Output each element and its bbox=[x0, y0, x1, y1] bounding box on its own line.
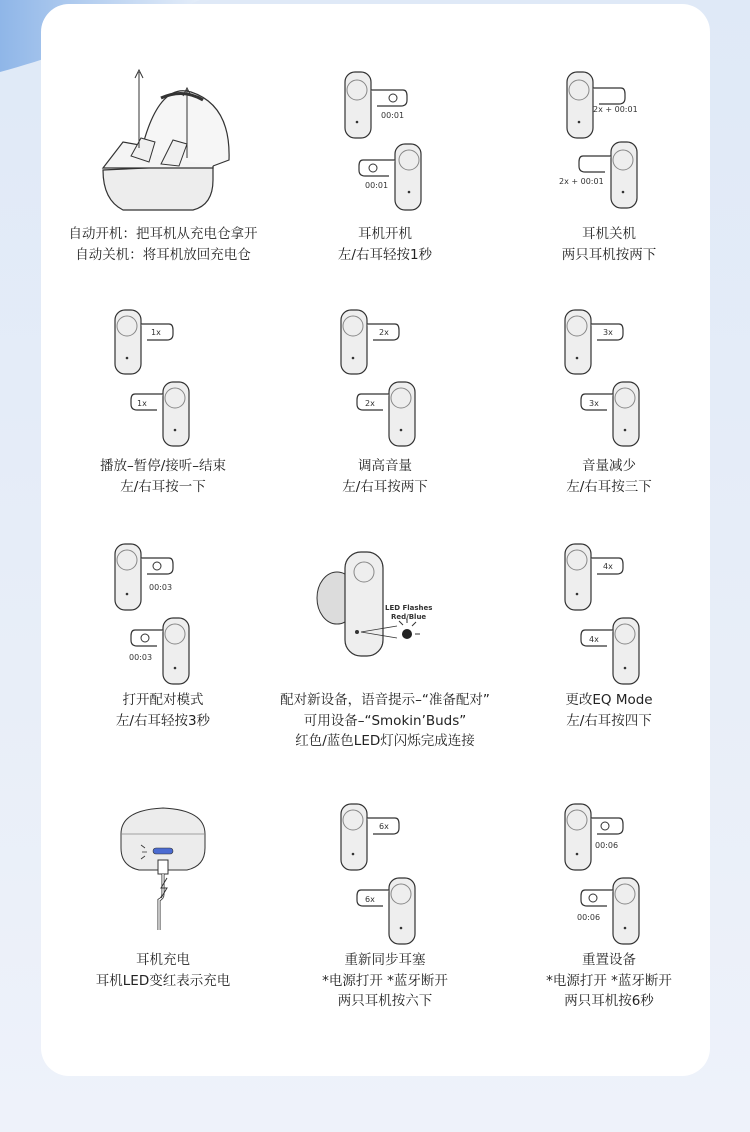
caption-line: 两只耳机按6秒 bbox=[564, 993, 654, 1009]
caption-line: 两只耳机按两下 bbox=[561, 246, 657, 263]
caption-line: 更改EQ Mode bbox=[565, 692, 653, 708]
tap-count-label: 00:01 bbox=[381, 111, 405, 120]
caption-line: 可用设备–“Smokin’Buds” bbox=[303, 712, 467, 729]
cell-volume-up bbox=[285, 296, 485, 506]
cell-play-pause bbox=[63, 296, 263, 506]
tap-count-label: 3x bbox=[589, 399, 599, 408]
earbud-press-icon bbox=[509, 790, 709, 950]
caption bbox=[469, 950, 749, 1012]
tap-count-label: 2x bbox=[379, 328, 389, 337]
earbud-press-icon bbox=[509, 296, 709, 456]
tap-count-label: 2x + 00:01 bbox=[593, 105, 638, 114]
tap-count-label: 00:03 bbox=[129, 653, 153, 662]
charging-case-icon bbox=[63, 60, 263, 230]
tap-count-label: 00:06 bbox=[577, 913, 601, 922]
caption-line: 左/右耳按一下 bbox=[120, 478, 206, 495]
earbud-press-icon bbox=[63, 530, 263, 690]
caption-line: *电源打开 *蓝牙断开 bbox=[546, 972, 672, 989]
caption-line: 耳机开机 bbox=[358, 226, 412, 242]
earbud-press-icon bbox=[509, 530, 709, 690]
cell-eq-mode bbox=[509, 530, 709, 740]
cell-re-sync bbox=[285, 790, 485, 1020]
tap-count-label: 1x bbox=[137, 399, 147, 408]
caption-line: *电源打开 *蓝牙断开 bbox=[322, 972, 448, 989]
tap-count-label: 4x bbox=[589, 635, 599, 644]
caption-line: 调高音量 bbox=[358, 458, 412, 474]
earbud-press-icon bbox=[285, 60, 485, 220]
caption-line: 左/右耳按四下 bbox=[566, 712, 652, 729]
caption-line: 红色/蓝色LED灯闪烁完成连接 bbox=[295, 733, 475, 749]
tap-count-label: 3x bbox=[603, 328, 613, 337]
cell-reset bbox=[509, 790, 709, 1020]
caption-line: 打开配对模式 bbox=[122, 692, 204, 708]
caption-line: 重置设备 bbox=[582, 952, 636, 968]
caption bbox=[469, 690, 749, 731]
caption-line: 耳机LED变红表示充电 bbox=[95, 972, 231, 989]
cell-auto-power bbox=[63, 60, 263, 270]
tap-count-label: 1x bbox=[151, 328, 161, 337]
cell-volume-down bbox=[509, 296, 709, 506]
caption-line: 左/右耳按两下 bbox=[342, 478, 428, 495]
led-label: Red/Blue bbox=[391, 613, 427, 621]
cell-pairing-mode bbox=[63, 530, 263, 740]
tap-count-label: 2x bbox=[365, 399, 375, 408]
led-flash-icon bbox=[285, 530, 485, 690]
caption-line: 两只耳机按六下 bbox=[337, 993, 433, 1009]
tap-count-label: 2x + 00:01 bbox=[559, 177, 604, 186]
caption-line: 配对新设备，语音提示–“准备配对” bbox=[280, 692, 490, 708]
caption-line: 左/右耳轻按3秒 bbox=[115, 712, 211, 729]
cell-power-on bbox=[285, 60, 485, 270]
caption-line: 重新同步耳塞 bbox=[344, 952, 426, 968]
cell-pair-new bbox=[280, 530, 490, 760]
earbud-press-icon bbox=[285, 296, 485, 456]
earbud-press-icon bbox=[63, 296, 263, 456]
caption bbox=[469, 224, 749, 265]
caption-line: 左/右耳按三下 bbox=[566, 478, 652, 495]
charging-cable-icon bbox=[63, 790, 263, 950]
tap-count-label: 6x bbox=[379, 822, 389, 831]
tap-count-label: 00:06 bbox=[595, 841, 619, 850]
caption bbox=[469, 456, 749, 497]
earbud-press-icon bbox=[285, 790, 485, 950]
tap-count-label: 4x bbox=[603, 562, 613, 571]
cell-power-off bbox=[509, 60, 709, 270]
tap-count-label: 00:03 bbox=[149, 583, 173, 592]
led-label: LED Flashes bbox=[385, 604, 433, 612]
caption-line: 耳机关机 bbox=[582, 226, 636, 242]
caption-line: 耳机充电 bbox=[136, 952, 190, 968]
caption-line: 播放–暂停/接听–结束 bbox=[99, 458, 227, 474]
caption-line: 自动开机：把耳机从充电仓拿开 bbox=[68, 226, 258, 242]
earbud-press-icon bbox=[509, 60, 709, 220]
caption-line: 左/右耳轻按1秒 bbox=[337, 246, 433, 263]
cell-charging bbox=[63, 790, 263, 1000]
tap-count-label: 00:01 bbox=[365, 181, 389, 190]
tap-count-label: 6x bbox=[365, 895, 375, 904]
caption-line: 自动关机：将耳机放回充电仓 bbox=[75, 246, 251, 263]
caption-line: 音量减少 bbox=[582, 458, 636, 474]
